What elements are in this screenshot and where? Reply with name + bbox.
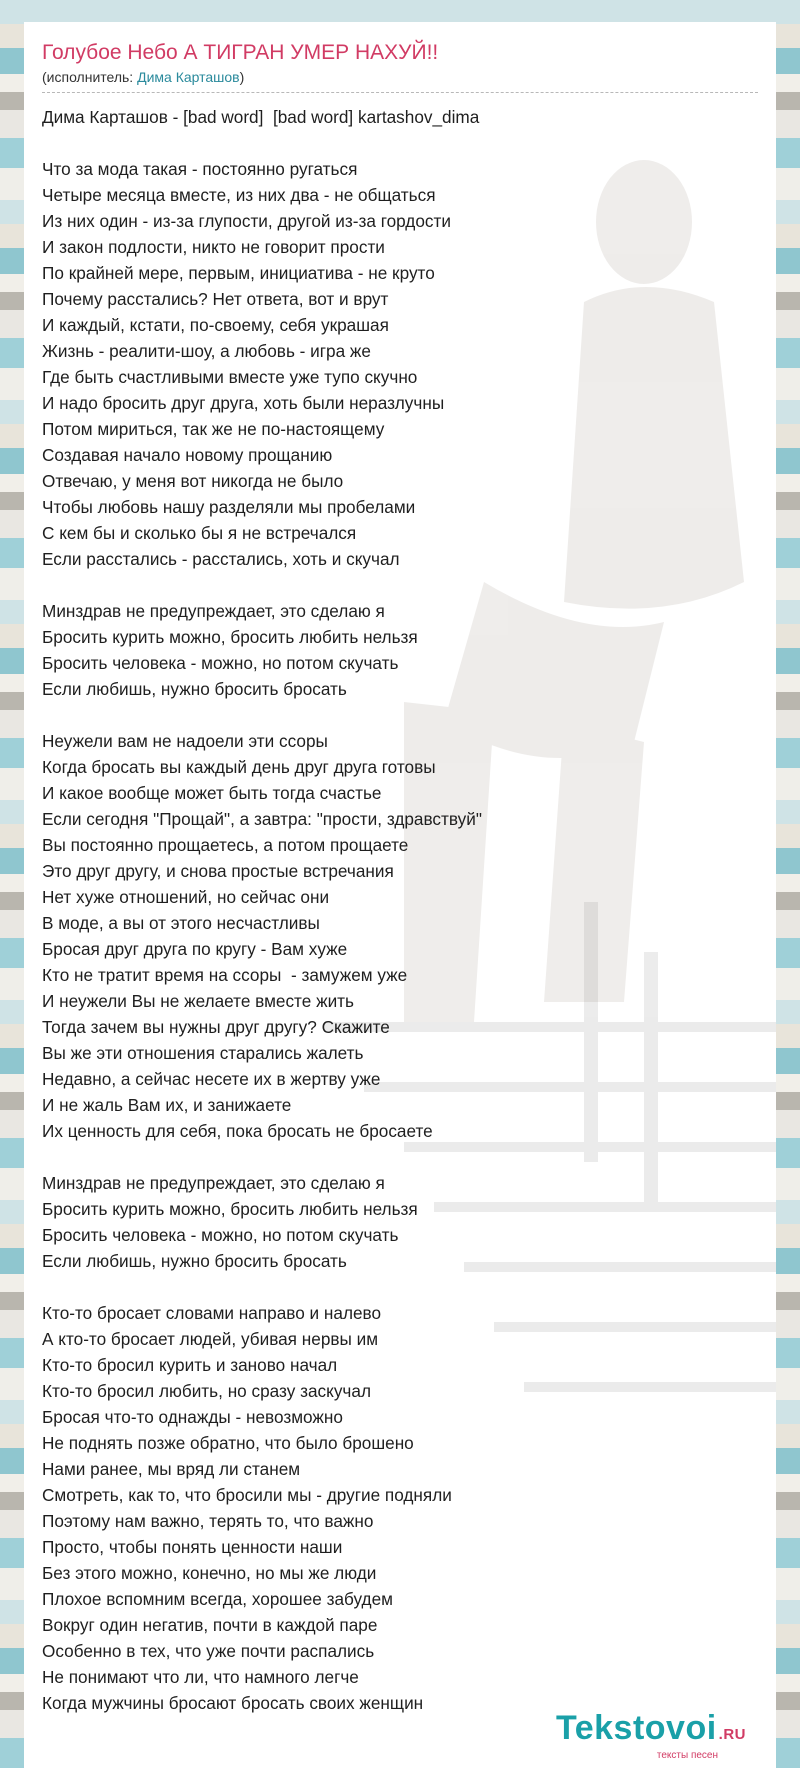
- site-logo[interactable]: [556, 1710, 746, 1761]
- lyrics-line: Нет хуже отношений, но сейчас они: [42, 887, 330, 907]
- lyrics-blank-line: [42, 130, 758, 156]
- lyrics-line: Четыре месяца вместе, из них два - не общаться: [42, 185, 436, 205]
- lyrics-line: Кто-то бросил любить, но сразу заскучал: [42, 1381, 371, 1401]
- song-header: [42, 40, 758, 86]
- lyrics-blank-line: [42, 572, 758, 598]
- lyrics-line: Бросить человека - можно, но потом скучать: [42, 1225, 399, 1245]
- lyrics-line: Дима Карташов - [bad word] [bad word] kartashov_dima: [42, 107, 480, 127]
- lyrics-line: И закон подлости, никто не говорит прости: [42, 237, 385, 257]
- lyrics-line: Бросая друг друга по кругу - Вам хуже: [42, 939, 348, 959]
- artist-prefix: (исполнитель:: [42, 69, 138, 85]
- lyrics-line: Почему расстались? Нет ответа, вот и врут: [42, 289, 389, 309]
- lyrics-line: Кто-то бросил курить и заново начал: [42, 1355, 338, 1375]
- lyrics-line: А кто-то бросает людей, убивая нервы им: [42, 1329, 379, 1349]
- lyrics-line: Минздрав не предупреждает, это сделаю я: [42, 601, 385, 621]
- lyrics-line: Создавая начало новому прощанию: [42, 445, 333, 465]
- lyrics-line: Бросить курить можно, бросить любить нельзя: [42, 1199, 418, 1219]
- lyrics-line: Просто, чтобы понять ценности наши: [42, 1537, 343, 1557]
- lyrics-line: Если любишь, нужно бросить бросать: [42, 1251, 347, 1271]
- lyrics-line: Кто не тратит время на ссоры - замужем уже: [42, 965, 408, 985]
- lyrics-line: И какое вообще может быть тогда счастье: [42, 783, 382, 803]
- lyrics-line: Что за мода такая - постоянно ругаться: [42, 159, 358, 179]
- lyrics-line: Бросить человека - можно, но потом скучать: [42, 653, 399, 673]
- lyrics-line: Если любишь, нужно бросить бросать: [42, 679, 347, 699]
- lyrics-blank-line: [42, 1274, 758, 1300]
- lyrics-line: Смотреть, как то, что бросили мы - другие подняли: [42, 1485, 452, 1505]
- lyrics-line: Без этого можно, конечно, но мы же люди: [42, 1563, 377, 1583]
- lyrics-line: Потом мириться, так же не по-настоящему: [42, 419, 385, 439]
- lyrics-line: Недавно, а сейчас несете их в жертву уже: [42, 1069, 381, 1089]
- lyrics-line: Чтобы любовь нашу разделяли мы пробелами: [42, 497, 416, 517]
- lyrics-line: Минздрав не предупреждает, это сделаю я: [42, 1173, 385, 1193]
- lyrics-card: [24, 22, 776, 1768]
- artist-suffix: ): [239, 69, 245, 85]
- lyrics-line: Не понимают что ли, что намного легче: [42, 1667, 359, 1687]
- lyrics-line: Кто-то бросает словами направо и налево: [42, 1303, 382, 1323]
- header-divider: [42, 92, 758, 93]
- lyrics-line: С кем бы и сколько бы я не встречался: [42, 523, 357, 543]
- lyrics-text: [42, 104, 758, 1716]
- logo-wordmark: [556, 1710, 746, 1753]
- lyrics-line: Когда мужчины бросают бросать своих женщин: [42, 1693, 424, 1713]
- lyrics-line: Бросая что-то однажды - невозможно: [42, 1407, 343, 1427]
- lyrics-blank-line: [42, 702, 758, 728]
- logo-domain-suffix: .RU: [718, 1726, 746, 1743]
- lyrics-line: И каждый, кстати, по-своему, себя украшая: [42, 315, 389, 335]
- song-title: Голубое Небо А ТИГРАН УМЕР НАХУЙ!!: [42, 41, 439, 64]
- artist-line: [42, 68, 758, 86]
- lyrics-line: Бросить курить можно, бросить любить нельзя: [42, 627, 418, 647]
- lyrics-line: Тогда зачем вы нужны друг другу? Скажите: [42, 1017, 390, 1037]
- lyrics-line: Вокруг один негатив, почти в каждой паре: [42, 1615, 378, 1635]
- lyrics-line: Их ценность для себя, пока бросать не бросаете: [42, 1121, 433, 1141]
- lyrics-line: Из них один - из-за глупости, другой из-за гордости: [42, 211, 451, 231]
- lyrics-line: Это друг другу, и снова простые встречания: [42, 861, 394, 881]
- lyrics-line: Не поднять позже обратно, что было брошено: [42, 1433, 414, 1453]
- lyrics-line: И не жаль Вам их, и занижаете: [42, 1095, 292, 1115]
- logo-tagline: тексты песен: [656, 1750, 718, 1761]
- lyrics-blank-line: [42, 1144, 758, 1170]
- lyrics-line: В моде, а вы от этого несчастливы: [42, 913, 320, 933]
- lyrics-line: Когда бросать вы каждый день друг друга готовы: [42, 757, 436, 777]
- lyrics-line: И надо бросить друг друга, хоть были неразлучны: [42, 393, 445, 413]
- lyrics-line: Где быть счастливыми вместе уже тупо скучно: [42, 367, 418, 387]
- lyrics-line: Если сегодня "Прощай", а завтра: "прости, здравствуй": [42, 809, 482, 829]
- lyrics-line: И неужели Вы не желаете вместе жить: [42, 991, 355, 1011]
- lyrics-line: Плохое вспомним всегда, хорошее забудем: [42, 1589, 393, 1609]
- lyrics-line: Нами ранее, мы вряд ли станем: [42, 1459, 301, 1479]
- lyrics-line: Неужели вам не надоели эти ссоры: [42, 731, 328, 751]
- lyrics-line: Жизнь - реалити-шоу, а любовь - игра же: [42, 341, 371, 361]
- lyrics-line: Особенно в тех, что уже почти распались: [42, 1641, 375, 1661]
- lyrics-line: Поэтому нам важно, терять то, что важно: [42, 1511, 374, 1531]
- lyrics-line: Вы же эти отношения старались жалеть: [42, 1043, 364, 1063]
- logo-main-text: Tekstovoi: [555, 1709, 717, 1747]
- lyrics-line: Отвечаю, у меня вот никогда не было: [42, 471, 344, 491]
- lyrics-line: Вы постоянно прощаетесь, а потом прощаете: [42, 835, 409, 855]
- lyrics-line: Если расстались - расстались, хоть и скучал: [42, 549, 400, 569]
- artist-link[interactable]: Дима Карташов: [137, 69, 240, 85]
- lyrics-line: По крайней мере, первым, инициатива - не круто: [42, 263, 435, 283]
